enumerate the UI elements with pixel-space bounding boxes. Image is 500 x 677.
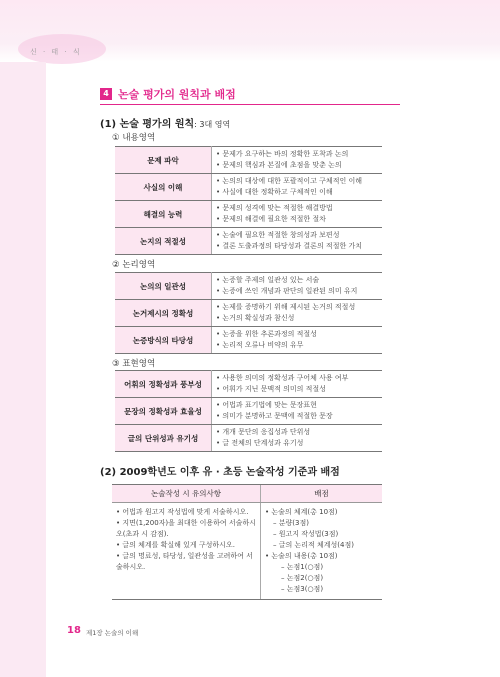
criteria-label: 논증방식의 타당성 (115, 327, 212, 354)
criteria-label: 논거제시의 정확성 (115, 300, 212, 327)
criteria-description (212, 174, 383, 201)
criteria-item: • 어법과 표기법에 맞는 문장표현 (216, 400, 379, 411)
criteria-label: 어휘의 정확성과 풍부성 (115, 371, 212, 398)
criteria-item: • 사실에 대한 정확하고 구체적인 이해 (216, 187, 379, 198)
criteria-item: • 문제의 핵심과 본질에 초점을 맞춘 논의 (216, 160, 379, 171)
criteria-item: • 결론 도출과정의 타당성과 결론의 적절한 가치 (216, 241, 379, 252)
criteria-item: • 의미가 분명하고 문맥에 적절한 문장 (216, 411, 379, 422)
note-item: • 지면(1,200자)을 최대한 이용하여 서술하시오(초과 시 감점). (116, 518, 256, 540)
criteria-description (212, 371, 383, 398)
criteria-item: • 문제의 성격에 맞는 적절한 해결방법 (216, 203, 379, 214)
criteria-item: • 논의의 대상에 대한 포괄적이고 구체적인 이해 (216, 176, 379, 187)
note-item: • 어법과 원고지 작성법에 맞게 서술하시오. (116, 507, 256, 518)
criteria-row (115, 228, 382, 255)
system-title: • 논술의 체계(총 10점) (265, 507, 378, 518)
criteria-description (212, 228, 383, 255)
content-item: – 논점1(○점) (281, 563, 324, 571)
content-item: – 논점2(○점) (281, 574, 324, 582)
area2-table (115, 272, 382, 354)
section-title: 논술 평가의 원칙과 배점 (118, 88, 236, 101)
criteria-label: 사실의 이해 (115, 174, 212, 201)
page-number: 18 (67, 625, 81, 636)
note-item: • 글의 체계를 확실해 있게 구성하시오. (116, 540, 256, 551)
criteria-description (212, 327, 383, 354)
criteria-label: 문장의 정확성과 효율성 (115, 398, 212, 425)
section-number: 4 (100, 88, 112, 100)
criteria-item: • 논제를 증명하기 위해 제시된 논거의 적절성 (216, 302, 379, 313)
area2-title: ② 논리영역 (112, 260, 156, 270)
system-item: – 글의 논리적 체계성(4점) (273, 541, 354, 549)
criteria-description (212, 147, 383, 174)
system-item: – 분량(3점) (273, 519, 309, 527)
chapter-label: 제1장 논술의 이해 (86, 629, 139, 637)
criteria-row (115, 147, 382, 174)
content-title: • 논술의 내용(총 10점) (265, 551, 378, 562)
criteria-row (115, 174, 382, 201)
criteria-label: 논지의 적절성 (115, 228, 212, 255)
criteria-description (212, 425, 383, 452)
criteria-description (212, 398, 383, 425)
criteria-item: • 사용한 의미의 정확성과 구어체 사용 여부 (216, 373, 379, 384)
note-item: • 글의 명료성, 타당성, 일관성을 고려하여 서술하시오. (116, 551, 256, 573)
criteria-row (115, 300, 382, 327)
criteria-row (115, 201, 382, 228)
left-strip (0, 62, 46, 677)
part1-suffix: : 3대 영역 (194, 120, 231, 129)
running-head: 신 · 태 · 식 (30, 48, 82, 56)
system-item: – 원고지 작성법(3점) (273, 530, 339, 538)
criteria-label: 글의 단위성과 유기성 (115, 425, 212, 452)
criteria-item: • 문제의 해결에 필요한 적절한 절차 (216, 214, 379, 225)
area1-table (115, 146, 382, 255)
criteria-item: • 논거의 확실성과 참신성 (216, 313, 379, 324)
criteria-item: • 개개 문단의 응집성과 단위성 (216, 427, 379, 438)
criteria-item: • 어휘가 지닌 문맥적 의미의 적절성 (216, 384, 379, 395)
criteria-label: 논의의 일관성 (115, 273, 212, 300)
criteria-item: • 논술에 필요한 적절한 창의성과 보편성 (216, 230, 379, 241)
criteria-description (212, 201, 383, 228)
part2-heading (100, 463, 340, 478)
criteria-item: • 문제가 요구하는 바의 정확한 포착과 논의 (216, 149, 379, 160)
part2-label: (2) 2009학년도 이후 유 · 초등 논술작성 기준과 배점 (100, 467, 340, 478)
criteria-row (115, 327, 382, 354)
content-item: – 논점3(○점) (281, 585, 324, 593)
section-heading (100, 86, 236, 102)
criteria-description (212, 300, 383, 327)
scoring-table (112, 484, 382, 600)
criteria-row (115, 371, 382, 398)
part1-heading (100, 115, 230, 130)
criteria-label: 해결의 능력 (115, 201, 212, 228)
criteria-item: • 글 전체의 단계성과 유기성 (216, 438, 379, 449)
criteria-item: • 논증을 위한 추론과정의 적절성 (216, 329, 379, 340)
area1-title: ① 내용영역 (112, 133, 156, 143)
criteria-item: • 논리적 오류나 비약의 유무 (216, 340, 379, 351)
area3-table (115, 370, 382, 452)
scoring-header-right: 배점 (261, 485, 383, 503)
criteria-label: 문제 파악 (115, 147, 212, 174)
criteria-row (115, 425, 382, 452)
criteria-row (115, 398, 382, 425)
area3-title: ③ 표현영역 (112, 359, 156, 369)
scoring-left-cell (112, 503, 261, 600)
criteria-item: • 논증할 주제의 일관성 있는 서술 (216, 275, 379, 286)
criteria-row (115, 273, 382, 300)
criteria-item: • 논증에 쓰인 개념과 판단의 일관된 의미 유지 (216, 286, 379, 297)
scoring-right-cell (261, 503, 383, 600)
part1-label: (1) 논술 평가의 원칙 (100, 119, 195, 130)
criteria-description (212, 273, 383, 300)
section-underline (100, 104, 400, 105)
scoring-header-left: 논술작성 시 유의사항 (112, 485, 261, 503)
